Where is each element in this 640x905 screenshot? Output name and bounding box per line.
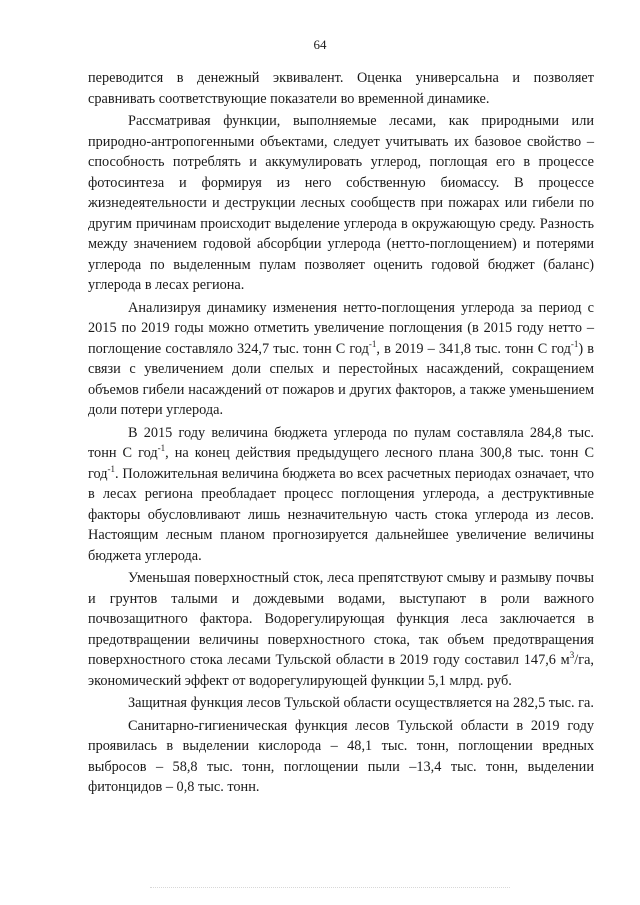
paragraph-4-text-c: . Положительная величина бюджета во всех расчетных периодах означает, что в лесах региона преобладает процесс поглощения углерода, а деструктивные факторы обусловливают лишь незначительную часть стока углерода из лесов. Настоящим лесным планом прогнозируется дальнейшее увеличение величины бюджета углерода. (88, 465, 594, 564)
page-number: 64 (313, 37, 327, 52)
paragraph-4-text-a: В 2015 году величина бюджета углерода по пулам составляла 284,8 тыс. тонн С год (88, 424, 594, 461)
paragraph-3-text-a: Анализируя динамику изменения нетто-поглощения углерода за период с 2015 по 2019 годы можно отметить увеличение поглощения (в 2015 году нетто – поглощение составляло 324,7 тыс. тонн С год (88, 299, 594, 357)
superscript: -1 (368, 338, 377, 349)
superscript: -1 (570, 338, 579, 349)
superscript: 3 (569, 650, 575, 660)
paragraph-5-text-b: /га, экономический эффект от водорегулирующей функции 5,1 млрд. руб. (88, 652, 594, 689)
paragraph-5 (88, 568, 594, 691)
paragraph-6: Защитная функция лесов Тульской области осуществляется на 282,5 тыс. га. (128, 695, 594, 711)
paragraph-3-text-b: , в 2019 – 341,8 тыс. тонн С год (376, 340, 571, 357)
paragraph-4 (88, 423, 594, 567)
document-body (88, 68, 594, 800)
paragraph-3 (88, 298, 594, 421)
scan-footer-artifact (150, 887, 510, 894)
superscript: -1 (107, 463, 116, 474)
superscript: -1 (157, 443, 166, 453)
paragraph-1: переводится в денежный эквивалент. Оценка универсальна и позволяет сравнивать соответствующие показатели во временной динамике. (88, 70, 594, 107)
paragraph-7: Санитарно-гигиеническая функция лесов Тульской области в 2019 году проявилась в выделении кислорода – 48,1 тыс. тонн, поглощении вредных выбросов – 58,8 тыс. тонн, поглощении пыли –13,4 тыс. тонн, выделении фитонцидов – 0,8 тыс. тонн. (88, 717, 594, 795)
paragraph-5-text-a: Уменьшая поверхностный сток, леса препятствуют смыву и размыву почвы и грунтов талыми и дождевыми водами, выступают в роли важного почвозащитного фактора. Водорегулирующая функция леса заключается в предотвращении величины поверхностного стока, так объем предотвращения поверхностного стока лесами Тульской области в 2019 году составил 147,6 м (88, 570, 594, 668)
paragraph-2: Рассматривая функции, выполняемые лесами, как природными или природно-антропогенными объектами, следует учитывать их базовое свойство – способность потреблять и аккумулировать углерод, поглощая его в процессе фотосинтеза и формируя из него собственную биомассу. В процессе жизнедеятельности и деструкции лесных сообществ при пожарах или гибели по другим причинам происходит выделение углерода в окружающую среду. Разность между значением годовой абсорбции углерода (нетто-поглощением) и потерями углерода по выделенным пулам позволяет оценить годовой бюджет (баланс) углерода в лесах региона. (88, 113, 594, 293)
paragraph-4-text-b: , на конец действия предыдущего лесного плана 300,8 тыс. тонн С год (88, 445, 594, 482)
paragraph-3-text-c: ) в связи с увеличением доли спелых и перестойных насаждений, сокращением объемов гибели насаждений от пожаров и других факторов, а также уменьшением доли потери углерода. (88, 340, 594, 418)
